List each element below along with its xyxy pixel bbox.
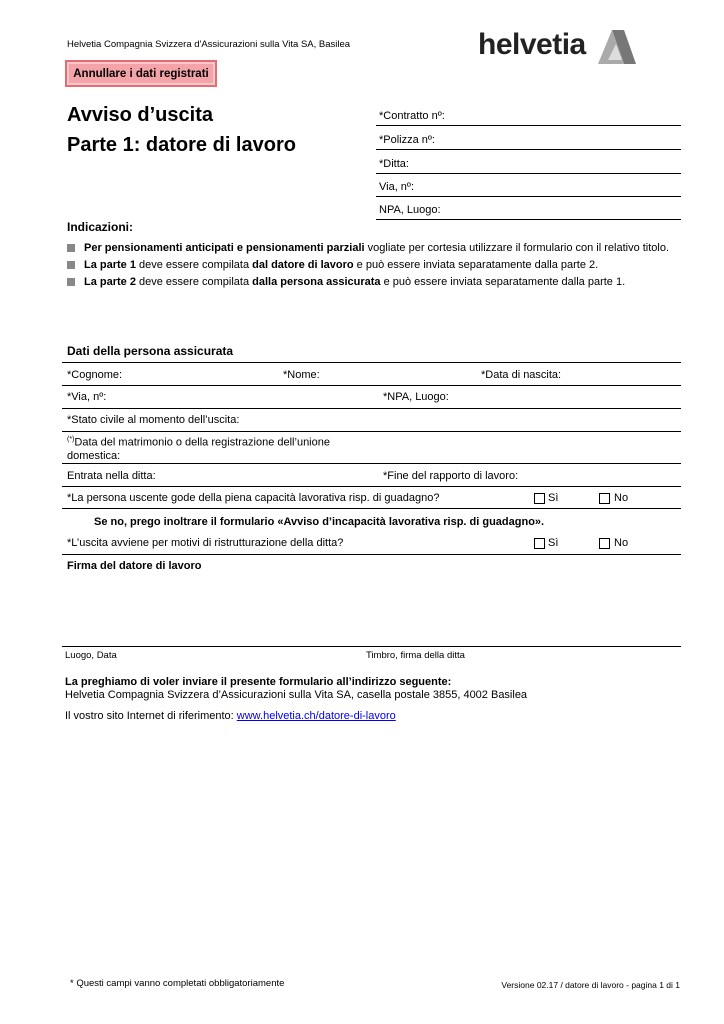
indication-bold: dalla persona assicurata xyxy=(252,276,381,288)
divider xyxy=(62,554,681,555)
indication-bold: Per pensionamenti anticipati e pensionamenti parziali xyxy=(84,242,365,254)
required-fields-note: * Questi campi vanno completati obbligatoriamente xyxy=(70,978,285,989)
indication-item xyxy=(67,259,598,271)
contract-number-label: *Contratto nº: xyxy=(379,110,445,122)
indication-text: e può essere inviata separatamente dalla parte 2. xyxy=(353,259,599,271)
page-title: Avviso d’uscita xyxy=(67,104,213,126)
surname-field[interactable]: *Cognome: xyxy=(67,369,123,381)
work-capacity-no-checkbox[interactable] xyxy=(599,493,610,504)
divider xyxy=(62,362,681,363)
signature-title: Firma del datore di lavoro xyxy=(67,560,202,572)
marriage-date-label-2: domestica: xyxy=(67,449,121,462)
signature-line[interactable] xyxy=(62,646,681,647)
divider xyxy=(62,408,681,409)
street-label: Via, nº: xyxy=(379,181,415,193)
divider xyxy=(62,385,681,386)
marriage-date-field[interactable] xyxy=(67,433,367,463)
zip-city-field[interactable] xyxy=(376,197,681,220)
yes-label: Sì xyxy=(548,492,559,504)
bullet-square-icon xyxy=(67,261,75,269)
end-date-field[interactable]: *Fine del rapporto di lavoro: xyxy=(383,470,519,482)
indications-title: Indicazioni: xyxy=(67,220,133,234)
policy-number-label: *Polizza nº: xyxy=(379,134,435,146)
divider xyxy=(62,486,681,487)
indication-item xyxy=(67,242,669,254)
company-field[interactable] xyxy=(376,150,681,174)
birth-date-field[interactable]: *Data di nascita: xyxy=(481,369,562,381)
indication-bold: La parte 1 xyxy=(84,259,136,271)
required-marker: (*) xyxy=(67,436,75,443)
website-line xyxy=(65,710,396,722)
page-subtitle: Parte 1: datore di lavoro xyxy=(67,134,296,156)
send-instructions-title: La preghiamo di voler inviare il presente formulario all’indirizzo seguente: xyxy=(65,676,452,688)
stamp-signature-label: Timbro, firma della ditta xyxy=(366,650,465,661)
indication-text: deve essere compilata xyxy=(135,276,253,288)
logo-text: helvetia xyxy=(478,28,586,61)
entry-date-field[interactable]: Entrata nella ditta: xyxy=(67,470,156,482)
version-info: Versione 02.17 / datore di lavoro - pagina 1 di 1 xyxy=(501,980,680,990)
helvetia-logo xyxy=(478,26,636,68)
divider xyxy=(62,508,681,509)
reset-data-button[interactable]: Annullare i dati registrati xyxy=(65,60,217,87)
civil-status-field[interactable]: *Stato civile al momento dell’uscita: xyxy=(67,414,240,426)
marriage-date-label: Data del matrimonio o della registrazione dell’unione xyxy=(74,436,330,449)
bullet-square-icon xyxy=(67,244,75,252)
website-link[interactable]: www.helvetia.ch/datore-di-lavoro xyxy=(236,710,396,722)
person-section-title: Dati della persona assicurata xyxy=(67,344,234,358)
street-field[interactable] xyxy=(376,174,681,197)
work-capacity-yes-checkbox[interactable] xyxy=(534,493,545,504)
send-address: Helvetia Compagnia Svizzera d’Assicurazioni sulla Vita SA, casella postale 3855, 4002 Basilea xyxy=(65,689,528,701)
no-label: No xyxy=(614,492,629,504)
helvetia-mark-icon xyxy=(594,28,636,66)
indication-item xyxy=(67,276,625,288)
yes-label: Sì xyxy=(548,537,559,549)
first-name-field[interactable]: *Nome: xyxy=(283,369,320,381)
person-zip-field[interactable]: *NPA, Luogo: xyxy=(383,391,449,403)
indication-bold: dal datore di lavoro xyxy=(252,259,354,271)
restructuring-question: *L’uscita avviene per motivi di ristrutturazione della ditta? xyxy=(67,537,344,549)
bullet-square-icon xyxy=(67,278,75,286)
zip-city-label: NPA, Luogo: xyxy=(379,204,441,216)
place-date-label: Luogo, Data xyxy=(65,650,117,661)
divider xyxy=(62,431,681,432)
contract-number-field[interactable] xyxy=(376,103,681,126)
restructuring-yes-checkbox[interactable] xyxy=(534,538,545,549)
person-street-field[interactable]: *Via, nº: xyxy=(67,391,107,403)
work-capacity-question: *La persona uscente gode della piena capacità lavorativa risp. di guadagno? xyxy=(67,492,440,504)
restructuring-no-checkbox[interactable] xyxy=(599,538,610,549)
indication-text: e può essere inviata separatamente dalla parte 1. xyxy=(380,276,626,288)
company-label: *Ditta: xyxy=(379,158,409,170)
company-name: Helvetia Compagnia Svizzera d'Assicurazioni sulla Vita SA, Basilea xyxy=(67,39,351,50)
website-label: Il vostro sito Internet di riferimento: xyxy=(65,710,237,722)
indication-bold: La parte 2 xyxy=(84,276,136,288)
no-label: No xyxy=(614,537,629,549)
indication-text: vogliate per cortesia utilizzare il formulario con il relativo titolo. xyxy=(364,242,670,254)
divider xyxy=(62,463,681,464)
policy-number-field[interactable] xyxy=(376,126,681,150)
indication-text: deve essere compilata xyxy=(135,259,253,271)
incapacity-note: Se no, prego inoltrare il formulario «Avviso d’incapacità lavorativa risp. di guadagno». xyxy=(94,516,545,528)
